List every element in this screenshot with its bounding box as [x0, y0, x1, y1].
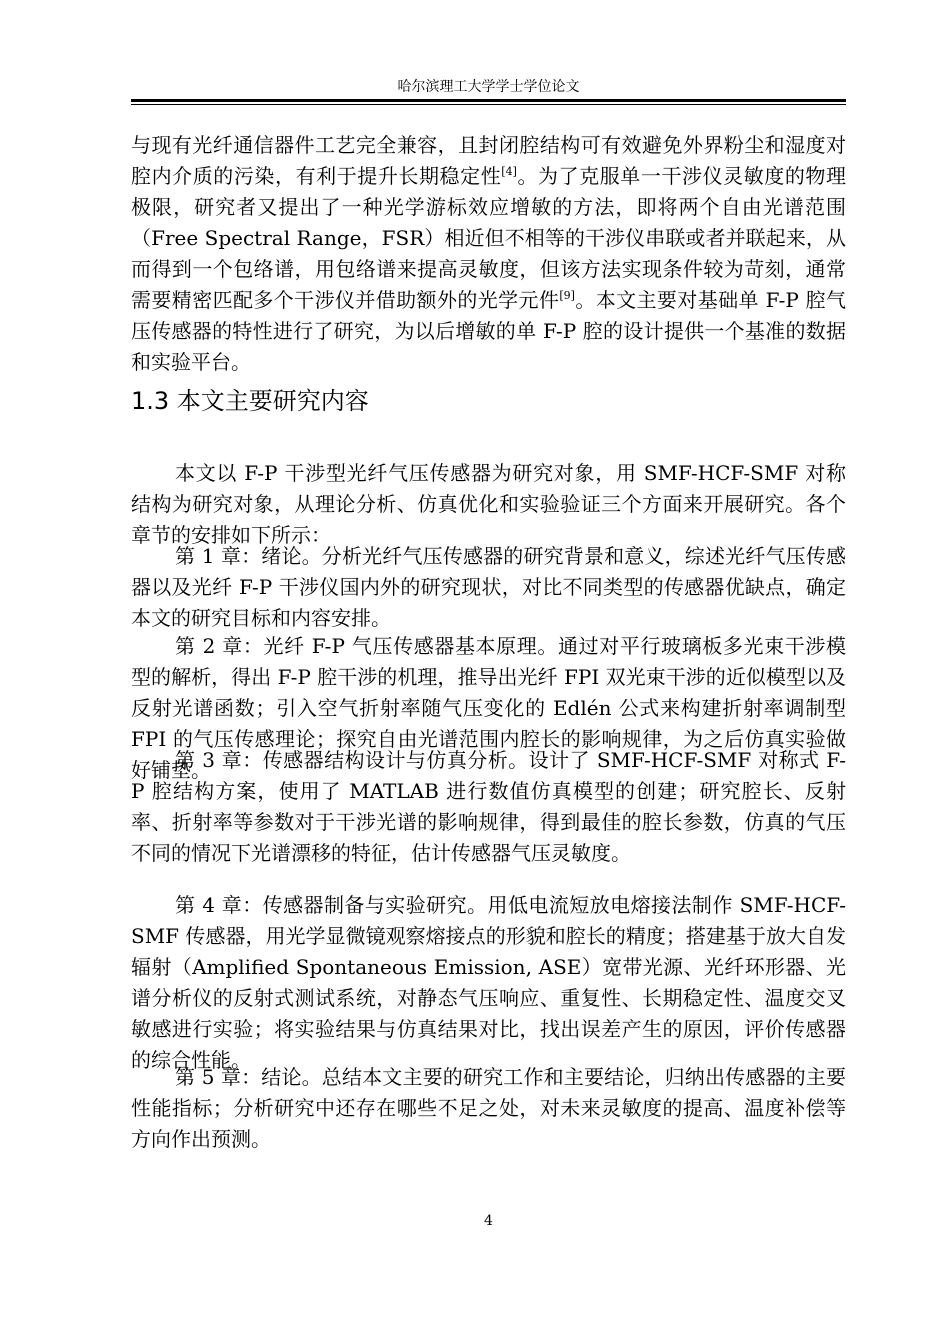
intro-text-1: 与现有光纤通信器件工艺完全兼容，且封闭腔结构可有效避免外界粉尘和湿度对腔内介质的污染，有利于提升长期稳定性 — [131, 133, 846, 188]
chapter-5-paragraph: 第 5 章：结论。总结本文主要的研究工作和主要结论，归纳出传感器的主要性能指标；分析研究中还存在哪些不足之处，对未来灵敏度的提高、温度补偿等方向作出预测。 — [131, 1065, 846, 1151]
chapter-4-paragraph: 第 4 章：传感器制备与实验研究。用低电流短放电熔接法制作 SMF-HCF-SMF 传感器，用光学显微镜观察熔接点的形貌和腔长的精度；搭建基于放大自发辐射（Amplified Spontaneous Emission, ASE）宽带光源、光纤环形器、光谱分析仪的反射式测试系统，对静态气压响应、重复性、长期稳定性、温度交叉敏感进行实验；将实验结果与仿真结果对比，找出误差产生的原因，评价传感器的综合性能。 — [131, 893, 846, 1072]
section-heading: 1.3 本文主要研究内容 — [131, 387, 369, 415]
citation-ref: [9] — [559, 289, 575, 302]
intro-paragraph — [131, 130, 846, 378]
chapter-2-paragraph: 第 2 章：光纤 F-P 气压传感器基本原理。通过对平行玻璃板多光束干涉模型的解析，得出 F-P 腔干涉的机理，推导出光纤 FPI 双光束干涉的近似模型以及反射光谱函数；引入空气折射率随气压变化的 Edlén 公式来构建折射率调制型 FPI 的气压传感理论；探究自由光谱范围内腔长的影响规律，为之后仿真实验做好铺垫。 — [131, 634, 846, 782]
body-paragraph: 本文以 F-P 干涉型光纤气压传感器为研究对象，用 SMF-HCF-SMF 对称结构为研究对象，从理论分析、仿真优化和实验验证三个方面来开展研究。各个章节的安排如下所示： — [131, 461, 846, 547]
header-rule-thick — [131, 99, 846, 102]
chapter-3-paragraph: 第 3 章：传感器结构设计与仿真分析。设计了 SMF-HCF-SMF 对称式 F-P 腔结构方案，使用了 MATLAB 进行数值仿真模型的创建；研究腔长、反射率、折射率等参数对于干涉光谱的影响规律，得到最佳的腔长参数，仿真的气压不同的情况下光谱漂移的特征，估计传感器气压灵敏度。 — [131, 748, 846, 865]
page-number: 4 — [484, 1213, 493, 1229]
citation-ref: [4] — [501, 165, 517, 178]
chapter-1-paragraph: 第 1 章：绪论。分析光纤气压传感器的研究背景和意义，综述光纤气压传感器以及光纤 F-P 干涉仪国内外的研究现状，对比不同类型的传感器优缺点，确定本文的研究目标和内容安排。 — [131, 544, 846, 630]
intro-text-3: 。本文主要对基础单 F-P 腔气压传感器的特性进行了研究，为以后增敏的单 F-P 腔的设计提供一个基准的数据和实验平台。 — [131, 288, 846, 374]
intro-text-2: 。为了克服单一干涉仪灵敏度的物理极限，研究者又提出了一种光学游标效应增敏的方法，即将两个自由光谱范围（Free Spectral Range，FSR）相近但不相等的干涉仪串联或者并联起来，从而得到一个包络谱，用包络谱来提高灵敏度，但该方法实现条件较为苛刻，通常需要精密匹配多个干涉仪并借助额外的光学元件 — [131, 164, 847, 312]
page-header: 哈尔滨理工大学学士学位论文 — [397, 79, 580, 95]
header-rule-thin — [131, 104, 846, 105]
